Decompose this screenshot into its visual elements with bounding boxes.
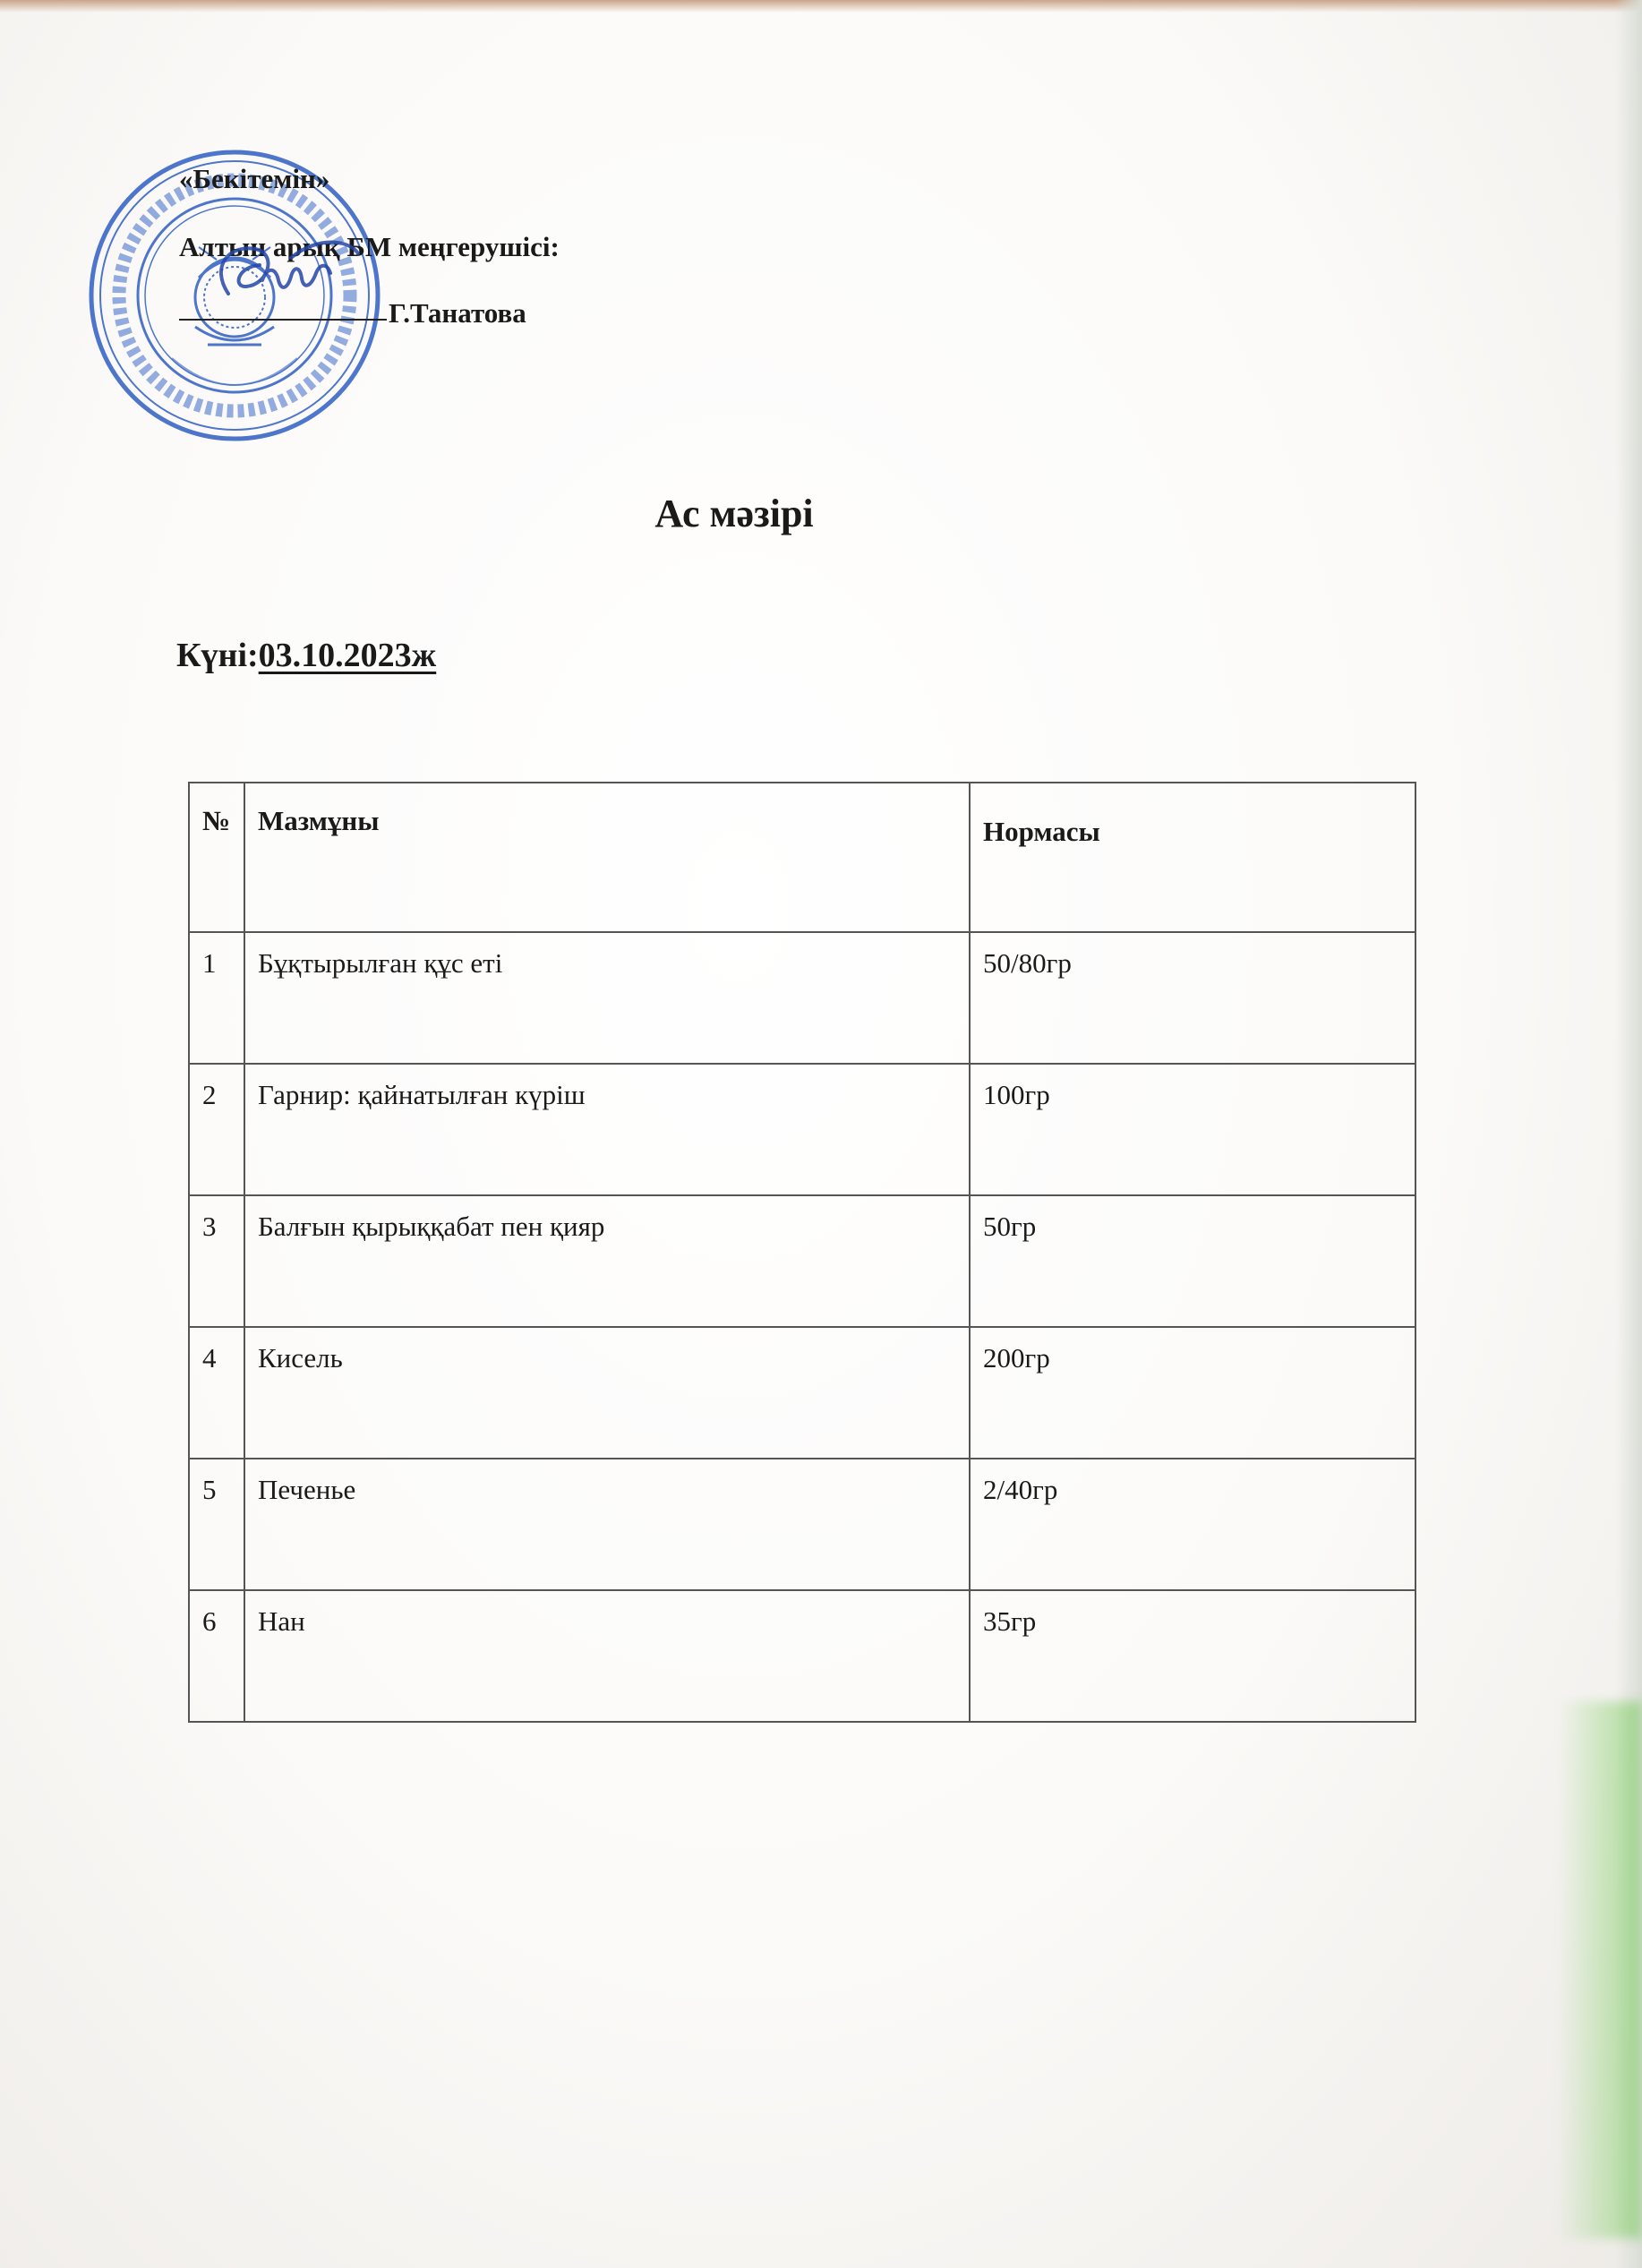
date-label: Күні:	[176, 637, 259, 674]
date-line	[176, 636, 436, 675]
row-dish: Нан	[244, 1590, 970, 1722]
row-dish: Балғын қырыққабат пен қияр	[244, 1195, 970, 1327]
background-glow	[1558, 1701, 1642, 2238]
signature-underline	[179, 319, 387, 321]
row-dish: Гарнир: қайнатылған күріш	[244, 1064, 970, 1195]
menu-table	[188, 782, 1416, 1723]
date-value: 03.10.2023ж	[258, 637, 437, 674]
row-dish: Бұқтырылған құс еті	[244, 932, 970, 1064]
row-number: 1	[189, 932, 244, 1064]
table-row	[189, 1327, 1415, 1459]
row-number: 2	[189, 1064, 244, 1195]
paper-edge	[0, 0, 1642, 13]
row-norm: 35гр	[970, 1590, 1415, 1722]
table-row	[189, 1195, 1415, 1327]
approver-position: Алтын арық БМ меңгерушісі:	[179, 231, 560, 262]
row-number: 3	[189, 1195, 244, 1327]
row-norm: 100гр	[970, 1064, 1415, 1195]
table-header-row	[189, 783, 1415, 932]
row-norm: 50гр	[970, 1195, 1415, 1327]
table-row	[189, 1590, 1415, 1722]
handwritten-signature-icon	[192, 231, 372, 312]
row-norm: 50/80гр	[970, 932, 1415, 1064]
table-row	[189, 1459, 1415, 1590]
page-title: Ас мәзірі	[654, 492, 814, 535]
header-content: Мазмұны	[244, 783, 970, 932]
header-norm: Нормасы	[970, 783, 1415, 932]
row-dish: Кисель	[244, 1327, 970, 1459]
table-row	[189, 1064, 1415, 1195]
approval-heading: «Бекітемін»	[179, 163, 330, 194]
row-number: 5	[189, 1459, 244, 1590]
row-number: 4	[189, 1327, 244, 1459]
table-row	[189, 932, 1415, 1064]
approver-name: Г.Танатова	[389, 297, 526, 329]
header-number: №	[189, 783, 244, 932]
row-number: 6	[189, 1590, 244, 1722]
row-norm: 2/40гр	[970, 1459, 1415, 1590]
row-dish: Печенье	[244, 1459, 970, 1590]
row-norm: 200гр	[970, 1327, 1415, 1459]
